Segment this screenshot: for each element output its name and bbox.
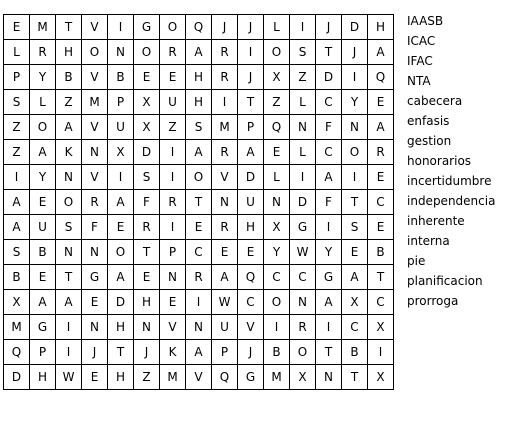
grid-cell: U xyxy=(160,90,186,115)
grid-cell: A xyxy=(56,115,82,140)
grid-cell: T xyxy=(108,340,134,365)
grid-cell: M xyxy=(160,365,186,390)
grid-cell: J xyxy=(316,15,342,40)
grid-cell: E xyxy=(160,290,186,315)
grid-cell: V xyxy=(160,315,186,340)
grid-cell: P xyxy=(4,65,30,90)
grid-cell: E xyxy=(264,140,290,165)
grid-cell: W xyxy=(290,240,316,265)
grid-cell: D xyxy=(342,15,368,40)
grid-cell: V xyxy=(82,15,108,40)
grid-cell: J xyxy=(238,65,264,90)
grid-cell: E xyxy=(212,240,238,265)
grid-cell: Q xyxy=(368,65,394,90)
grid-cell: I xyxy=(264,315,290,340)
grid-cell: A xyxy=(56,290,82,315)
grid-cell: B xyxy=(368,240,394,265)
grid-cell: N xyxy=(290,290,316,315)
grid-cell: J xyxy=(238,340,264,365)
grid-cell: H xyxy=(186,65,212,90)
grid-cell: R xyxy=(134,215,160,240)
grid-cell: A xyxy=(316,290,342,315)
grid-cell: I xyxy=(108,165,134,190)
grid-cell: N xyxy=(82,240,108,265)
word-list-item: inherente xyxy=(407,214,465,228)
grid-cell: R xyxy=(160,40,186,65)
grid-cell: I xyxy=(238,40,264,65)
grid-cell: U xyxy=(238,190,264,215)
word-list-item: IAASB xyxy=(407,14,444,28)
grid-cell: U xyxy=(30,215,56,240)
grid-cell: N xyxy=(82,315,108,340)
grid-row xyxy=(4,190,394,215)
grid-cell: O xyxy=(134,40,160,65)
grid-cell: Y xyxy=(342,90,368,115)
grid-cell: Y xyxy=(30,165,56,190)
grid-cell: Z xyxy=(264,90,290,115)
grid-cell: S xyxy=(56,215,82,240)
grid-cell: B xyxy=(4,265,30,290)
grid-cell: N xyxy=(212,190,238,215)
grid-cell: S xyxy=(134,165,160,190)
grid-row xyxy=(4,15,394,40)
grid-row xyxy=(4,90,394,115)
grid-cell: Z xyxy=(56,90,82,115)
word-list-item: enfasis xyxy=(407,114,450,128)
grid-cell: H xyxy=(134,290,160,315)
grid-cell: C xyxy=(342,315,368,340)
grid-cell: F xyxy=(316,190,342,215)
grid-cell: J xyxy=(134,340,160,365)
grid-cell: N xyxy=(108,40,134,65)
grid-cell: N xyxy=(342,115,368,140)
grid-cell: R xyxy=(290,315,316,340)
grid-cell: I xyxy=(160,140,186,165)
grid-cell: M xyxy=(30,15,56,40)
grid-cell: C xyxy=(316,140,342,165)
grid-cell: Y xyxy=(30,65,56,90)
grid-cell: O xyxy=(264,40,290,65)
word-list-item: cabecera xyxy=(407,94,463,108)
grid-cell: S xyxy=(290,40,316,65)
grid-cell: I xyxy=(316,215,342,240)
grid-cell: O xyxy=(82,40,108,65)
grid-cell: E xyxy=(134,265,160,290)
grid-cell: A xyxy=(186,140,212,165)
grid-cell: X xyxy=(264,65,290,90)
grid-cell: Q xyxy=(212,365,238,390)
word-list-item: IFAC xyxy=(407,54,433,68)
grid-cell: V xyxy=(238,315,264,340)
grid-cell: S xyxy=(186,115,212,140)
grid-cell: Q xyxy=(238,265,264,290)
grid-cell: H xyxy=(30,365,56,390)
grid-cell: S xyxy=(4,240,30,265)
grid-cell: I xyxy=(108,15,134,40)
grid-cell: B xyxy=(264,340,290,365)
word-list-item: NTA xyxy=(407,74,431,88)
grid-cell: L xyxy=(4,40,30,65)
grid-cell: W xyxy=(212,290,238,315)
grid-cell: J xyxy=(82,340,108,365)
grid-cell: B xyxy=(56,65,82,90)
grid-cell: P xyxy=(108,90,134,115)
grid-row xyxy=(4,340,394,365)
grid-cell: T xyxy=(342,365,368,390)
grid-cell: I xyxy=(342,165,368,190)
grid-cell: T xyxy=(56,265,82,290)
grid-cell: Z xyxy=(134,365,160,390)
grid-cell: C xyxy=(264,265,290,290)
grid-cell: Z xyxy=(290,65,316,90)
grid-cell: P xyxy=(238,115,264,140)
grid-row xyxy=(4,140,394,165)
grid-cell: K xyxy=(56,140,82,165)
grid-cell: W xyxy=(56,365,82,390)
grid-cell: Q xyxy=(264,115,290,140)
grid-cell: O xyxy=(290,340,316,365)
letter-grid-body xyxy=(4,15,394,390)
grid-cell: I xyxy=(4,165,30,190)
grid-cell: V xyxy=(82,115,108,140)
grid-row xyxy=(4,315,394,340)
grid-cell: R xyxy=(160,190,186,215)
grid-cell: D xyxy=(316,65,342,90)
grid-cell: N xyxy=(134,315,160,340)
grid-cell: R xyxy=(212,215,238,240)
grid-cell: X xyxy=(134,115,160,140)
grid-cell: C xyxy=(368,290,394,315)
grid-cell: D xyxy=(4,365,30,390)
grid-cell: E xyxy=(82,365,108,390)
grid-cell: N xyxy=(264,190,290,215)
word-list-item: pie xyxy=(407,254,426,268)
grid-cell: V xyxy=(82,65,108,90)
grid-cell: S xyxy=(342,215,368,240)
grid-cell: T xyxy=(186,190,212,215)
grid-cell: R xyxy=(212,40,238,65)
grid-cell: O xyxy=(30,115,56,140)
grid-row xyxy=(4,40,394,65)
grid-cell: O xyxy=(108,240,134,265)
grid-cell: E xyxy=(134,65,160,90)
grid-cell: P xyxy=(160,240,186,265)
word-list-item: ICAC xyxy=(407,34,436,48)
grid-cell: F xyxy=(316,115,342,140)
word-list-item: incertidumbre xyxy=(407,174,492,188)
grid-cell: E xyxy=(30,265,56,290)
grid-cell: O xyxy=(342,140,368,165)
grid-cell: A xyxy=(342,265,368,290)
grid-row xyxy=(4,290,394,315)
grid-cell: Y xyxy=(264,240,290,265)
grid-cell: T xyxy=(342,190,368,215)
grid-cell: A xyxy=(368,40,394,65)
grid-cell: G xyxy=(238,365,264,390)
grid-cell: U xyxy=(108,115,134,140)
grid-cell: C xyxy=(290,265,316,290)
grid-cell: R xyxy=(212,65,238,90)
grid-cell: A xyxy=(212,265,238,290)
grid-cell: X xyxy=(368,315,394,340)
grid-cell: O xyxy=(160,15,186,40)
grid-cell: E xyxy=(342,240,368,265)
grid-cell: J xyxy=(212,15,238,40)
grid-cell: N xyxy=(56,240,82,265)
grid-cell: L xyxy=(30,90,56,115)
grid-cell: E xyxy=(160,65,186,90)
grid-cell: X xyxy=(368,365,394,390)
grid-cell: B xyxy=(342,340,368,365)
grid-cell: L xyxy=(264,15,290,40)
grid-cell: H xyxy=(186,90,212,115)
grid-cell: E xyxy=(368,215,394,240)
grid-cell: I xyxy=(316,315,342,340)
grid-cell: N xyxy=(56,165,82,190)
grid-cell: G xyxy=(82,265,108,290)
grid-cell: T xyxy=(134,240,160,265)
grid-row xyxy=(4,365,394,390)
grid-cell: E xyxy=(238,240,264,265)
grid-cell: H xyxy=(108,365,134,390)
grid-cell: I xyxy=(368,340,394,365)
grid-cell: I xyxy=(186,290,212,315)
grid-cell: N xyxy=(290,115,316,140)
grid-cell: S xyxy=(4,90,30,115)
grid-cell: C xyxy=(368,190,394,215)
grid-cell: X xyxy=(290,365,316,390)
grid-cell: M xyxy=(212,115,238,140)
grid-cell: A xyxy=(4,215,30,240)
grid-cell: V xyxy=(212,165,238,190)
grid-cell: A xyxy=(30,290,56,315)
grid-cell: T xyxy=(238,90,264,115)
grid-cell: G xyxy=(30,315,56,340)
grid-row xyxy=(4,215,394,240)
grid-cell: A xyxy=(108,190,134,215)
grid-cell: A xyxy=(238,140,264,165)
grid-cell: N xyxy=(186,315,212,340)
grid-cell: E xyxy=(4,15,30,40)
grid-cell: D xyxy=(238,165,264,190)
grid-cell: A xyxy=(4,190,30,215)
grid-cell: A xyxy=(368,115,394,140)
grid-cell: I xyxy=(342,65,368,90)
word-list-item: planificacion xyxy=(407,274,483,288)
grid-cell: E xyxy=(82,290,108,315)
word-list-item: gestion xyxy=(407,134,452,148)
grid-cell: D xyxy=(134,140,160,165)
grid-cell: T xyxy=(56,15,82,40)
grid-cell: N xyxy=(82,140,108,165)
grid-cell: T xyxy=(316,340,342,365)
grid-cell: I xyxy=(212,90,238,115)
grid-cell: J xyxy=(342,40,368,65)
grid-cell: R xyxy=(82,190,108,215)
grid-cell: T xyxy=(368,265,394,290)
grid-cell: F xyxy=(82,215,108,240)
grid-cell: X xyxy=(108,140,134,165)
grid-cell: I xyxy=(56,340,82,365)
grid-cell: K xyxy=(160,340,186,365)
grid-cell: X xyxy=(134,90,160,115)
grid-cell: C xyxy=(238,290,264,315)
grid-cell: A xyxy=(316,165,342,190)
grid-cell: O xyxy=(264,290,290,315)
grid-cell: C xyxy=(186,240,212,265)
grid-cell: Z xyxy=(160,115,186,140)
word-list-item: interna xyxy=(407,234,450,248)
word-list-item: honorarios xyxy=(407,154,472,168)
grid-cell: A xyxy=(108,265,134,290)
grid-cell: Y xyxy=(316,240,342,265)
grid-cell: N xyxy=(160,265,186,290)
grid-cell: N xyxy=(316,365,342,390)
grid-cell: G xyxy=(290,215,316,240)
grid-cell: B xyxy=(108,65,134,90)
grid-cell: H xyxy=(108,315,134,340)
grid-cell: Z xyxy=(4,115,30,140)
grid-cell: B xyxy=(30,240,56,265)
grid-cell: A xyxy=(30,140,56,165)
grid-row xyxy=(4,115,394,140)
grid-cell: H xyxy=(56,40,82,65)
grid-cell: R xyxy=(30,40,56,65)
grid-cell: E xyxy=(186,215,212,240)
grid-cell: A xyxy=(186,340,212,365)
grid-cell: F xyxy=(134,190,160,215)
grid-cell: O xyxy=(56,190,82,215)
grid-row xyxy=(4,265,394,290)
word-list-item: prorroga xyxy=(407,294,459,308)
grid-cell: Q xyxy=(186,15,212,40)
grid-cell: R xyxy=(186,265,212,290)
grid-cell: D xyxy=(108,290,134,315)
grid-row xyxy=(4,240,394,265)
grid-cell: E xyxy=(30,190,56,215)
grid-cell: G xyxy=(134,15,160,40)
grid-cell: X xyxy=(264,215,290,240)
grid-cell: I xyxy=(290,15,316,40)
grid-cell: O xyxy=(186,165,212,190)
word-list xyxy=(407,11,495,311)
grid-cell: M xyxy=(82,90,108,115)
grid-cell: H xyxy=(238,215,264,240)
grid-cell: E xyxy=(108,215,134,240)
grid-cell: P xyxy=(30,340,56,365)
letter-grid xyxy=(3,14,394,390)
grid-cell: L xyxy=(290,90,316,115)
grid-cell: U xyxy=(212,315,238,340)
grid-cell: Q xyxy=(4,340,30,365)
grid-cell: D xyxy=(290,190,316,215)
grid-cell: M xyxy=(264,365,290,390)
grid-cell: L xyxy=(290,140,316,165)
grid-cell: I xyxy=(290,165,316,190)
grid-cell: J xyxy=(238,15,264,40)
grid-cell: I xyxy=(56,315,82,340)
grid-cell: M xyxy=(4,315,30,340)
grid-cell: T xyxy=(316,40,342,65)
grid-cell: G xyxy=(316,265,342,290)
word-list-item: independencia xyxy=(407,194,496,208)
grid-cell: V xyxy=(82,165,108,190)
grid-cell: R xyxy=(212,140,238,165)
grid-row xyxy=(4,65,394,90)
grid-cell: Z xyxy=(4,140,30,165)
grid-cell: V xyxy=(186,365,212,390)
grid-cell: P xyxy=(212,340,238,365)
grid-cell: X xyxy=(342,290,368,315)
grid-cell: H xyxy=(368,15,394,40)
grid-cell: C xyxy=(316,90,342,115)
grid-cell: E xyxy=(368,165,394,190)
grid-row xyxy=(4,165,394,190)
grid-cell: I xyxy=(160,165,186,190)
grid-cell: E xyxy=(368,90,394,115)
grid-cell: I xyxy=(160,215,186,240)
grid-cell: X xyxy=(4,290,30,315)
grid-cell: R xyxy=(368,140,394,165)
grid-cell: L xyxy=(264,165,290,190)
grid-cell: A xyxy=(186,40,212,65)
